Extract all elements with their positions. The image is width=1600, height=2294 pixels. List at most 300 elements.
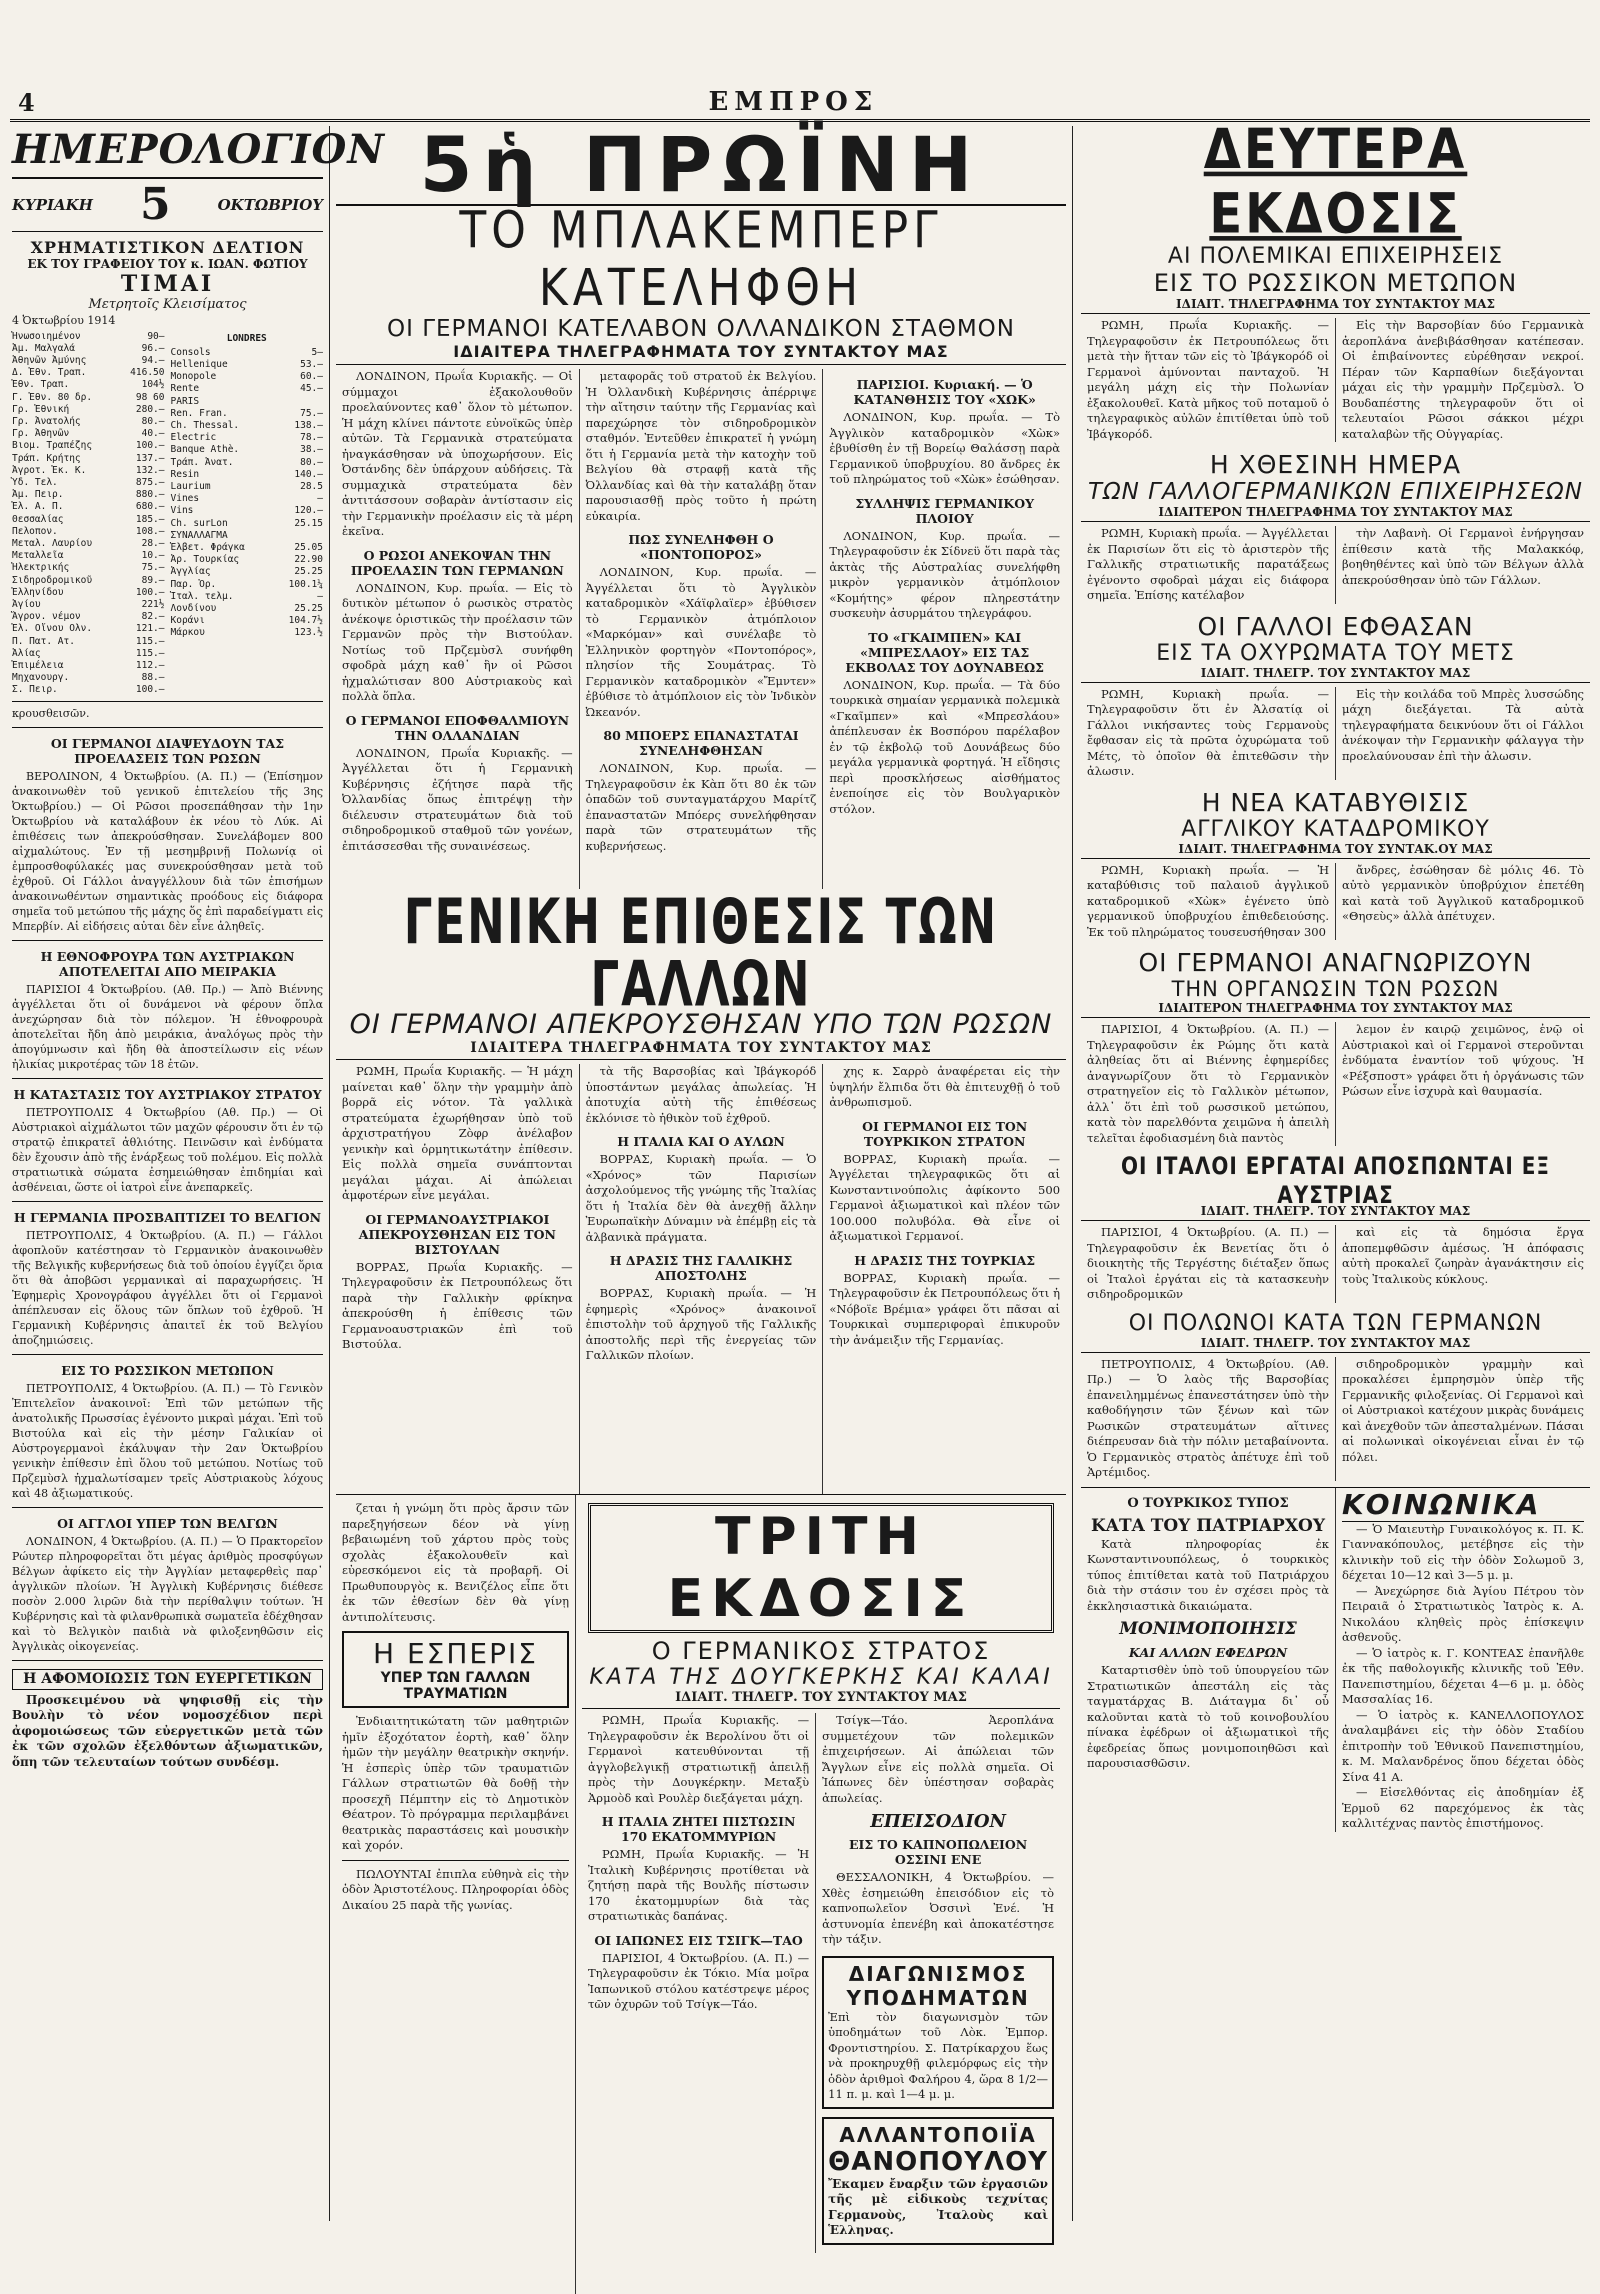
telegram-line: ΙΔΙΑΙΤΕΡΑ ΤΗΛΕΓΡΑΦΗΜΑΤΑ ΤΟΥ ΣΥΝΤΑΚΤΟΥ ΜΑΣ (336, 1040, 1066, 1060)
finance-row (12, 331, 165, 343)
article-headline: ΟΙ ΙΤΑΛΟΙ ΕΡΓΑΤΑΙ ΑΠΟΣΠΩΝΤΑΙ ΕΞ ΑΥΣΤΡΙΑΣ (1120, 1151, 1551, 1209)
finance-row (12, 648, 165, 660)
article-title: Η ΙΤΑΛΙΑ ΚΑΙ Ο ΑΥΛΩΝ (617, 1134, 785, 1149)
article-title: ΟΙ ΓΕΡΜΑΝΟΑΥΣΤΡΙΑΚΟΙ ΑΠΕΚΡΟΥΣΘΗΣΑΝ ΕΙΣ ΤΟΝ ΒΙΣΤΟΥΛΑΝ (358, 1211, 556, 1257)
article-subheadline: ΚΑΤΑ ΤΗΣ ΔΟΥΓΚΕΡΚΗΣ ΚΑΙ ΚΑΛΑΙ (589, 1665, 1053, 1690)
article-subtitle: ΕΙΣ ΤΟ ΚΑΠΝΟΠΩΛΕΙΟΝ ΟΣΣΙΝΙ ΕΝΕ (849, 1837, 1028, 1867)
third-edition-banner: ΤΡΙΤΗ ΕΚΔΟΣΙΣ (588, 1503, 1054, 1633)
finance-row (12, 672, 165, 684)
article-body: Εἰς τὴν κοιλάδα τοῦ Μπρὲς λυσσώδης μάχη διεξάγεται. Τὰ αὐτὰ τηλεγραφήματα δεικνύουν ὅτι οἱ Γάλλοι ἀνέκοψαν τὴν Γερμανικὴν φάλαγγα τὴν προελαύνουσαν ἐπὶ τὴν ἀλωσιν. (1342, 686, 1584, 763)
article-headline: ΟΙ ΠΟΛΩΝΟΙ ΚΑΤΑ ΤΩΝ ΓΕΡΜΑΝΩΝ (1128, 1310, 1543, 1336)
finance-value: 123.½ (294, 627, 323, 639)
finance-label: Monopole (170, 371, 217, 383)
main-subheadline: ΟΙ ΓΕΡΜΑΝΟΙ ΚΑΤΕΛΑΒΟΝ ΟΛΛΑΝΔΙΚΟΝ ΣΤΑΘΜΟΝ (387, 316, 1015, 342)
article-body: λεμον ἐν καιρῷ χειμῶνος, ἐνῷ οἱ Αὐστριακοὶ καὶ οἱ Γερμανοὶ στεροῦνται ἐνδύματα ἐναντίον τοῦ ψύχους. Ἡ «Ρέξσποστ» γράφει ὅτι ἡ ὀργάνωσις τῶν Ρώσων εἶνε ἰσχυρὰ καὶ θαυμασία. (1342, 1022, 1584, 1098)
finance-label: Ch. surLon (170, 517, 228, 529)
finance-label: Βιομ. Τραπέζης (12, 440, 93, 452)
lower-section (336, 1494, 1066, 2294)
finance-label: Θεσσαλίας (12, 513, 64, 525)
section-headline: ΑΙ ΠΟΛΕΜΙΚΑΙ ΕΠΙΧΕΙΡΗΣΕΙΣ (1167, 244, 1504, 269)
finance-row (12, 575, 165, 587)
finance-value: — (317, 590, 323, 602)
finance-value: 108.— (135, 525, 165, 537)
article-headline: Η ΝΕΑ ΚΑΤΑΒΥΘΙΣΙΣ (1201, 787, 1470, 817)
article-title: Ο ΡΩΣΟΙ ΑΝΕΚΟΨΑΝ ΤΗΝ ΠΡΟΕΛΑΣΙΝ ΤΩΝ ΓΕΡΜΑΝΩΝ (350, 547, 564, 578)
ad-body: Ἐπὶ τὸν διαγωνισμὸν τῶν ὑποδημάτων τοῦ Λὸκ. Ἐμπορ. Φροντιστηρίου. Σ. Πατρίκαρχου ἕως νὰ προκηρυχθῇ φιλεμόρφως εἰς τὴν ὁδὸν ἀριθμοὶ Φαλήρου 4, ὥρα 8 1/2—11 π. μ. καὶ 1—4 μ. μ. (828, 2009, 1048, 2101)
finance-row (171, 591, 324, 603)
social-note: — Ὁ ἰατρὸς κ. ΚΑΝΕΛΛΟΠΟΥΛΟΣ ἀναλαμβάνει εἰς τὴν ὁδὸν Σταδίου ἐπιτροπὴν τοῦ Ἐθνικοῦ Πανεπιστημίου, κ. Μ. Μαλανδρένος ὅπου δέχεται ὁδὸς Σίνα 41 Α. (1342, 1707, 1584, 1784)
article-body: ΛΟΝΔΙΝΟΝ, 4 Ὀκτωβρίου. (Α. Π.) — Ὁ Πρακτορεῖον Ρώυτερ πληροφορεῖται ὅτι μέγας ἀριθμὸς προσφύγων Βέλγων ἀφίκετο εἰς τὴν Ἀγγλίαν μεταφερθεὶς παρ᾽ ἀγγλικῶν πλοίων. Ἡ Ἀγγλικὴ Κυβέρνησις διέθεσε ποσὸν 2.000 λιρῶν διὰ τὴν περίθαλψιν τούτων. Ἡ Κυβέρνησις καὶ τὰ φιλανθρωπικὰ σωματεῖα ἐδέχθησαν καὶ τὸ Βελγικὸν παιδιὰ νὰ φιλοξενηθῶσιν εἰς Ἀγγλικὰς οἰκογενείας. (12, 1534, 323, 1653)
finance-row (171, 493, 324, 505)
article-body: Εἰς τὴν Βαρσοβίαν δύο Γερμανικὰ ἀεροπλάνα ἀνεβιβάσθησαν κατέπεσαν. Οἱ ἐπιβαίνοντες εὑρέθησαν νεκροί. Πέραν τῶν Καρπαθίων διεξάγονται μάχαι εἰς τὴν γραμμὴν Πρζεμὺσλ. Ὁ Βουδαπέστης τηλεγραφοῦν ὅτι οἱ τελευταίοι Ρῶσοι σάκκοι μέχρι καταλαβὼν τῆς Οὐγγαρίας. (1342, 318, 1584, 441)
finance-label: Λονδίνου (170, 603, 217, 615)
finance-label: Ἀμ. Μαλγαλά (12, 342, 75, 354)
finance-label: Γρ. Ἀνατολής (12, 416, 81, 428)
finance-label: Ὑδ. Τελ. (12, 477, 58, 489)
finance-value: 185.— (135, 513, 165, 525)
article-body: ΠΑΡΙΣΙΟΙ, 4 Ὀκτωβρίου. (Α. Π.) — Τηλεγραφοῦσιν ἐκ Βενετίας ὅτι ὁ διοικητὴς τῆς Τεργέστης διέταξεν ὅπως οἱ Ἰταλοὶ ἐργάται εἰς τὰ κατασκευὴν σιδηροδρομικῶν (1087, 1225, 1329, 1301)
finance-value: 104½ (141, 379, 165, 391)
finance-value: 100.— (135, 440, 165, 452)
article-body: τὴν Λαβανὴ. Οἱ Γερμανοὶ ἐνήργησαν ἐπίθεσιν κατὰ τῆς Μαλακκόφ, βοηθηθέντες καὶ ὑπὸ τῶν Βέλγων ἀλλὰ ἀπεκρούσθησαν ὑπὸ τῶν Γάλλων. (1342, 526, 1584, 587)
article-title: ΜΟΝΙΜΟΠΟΙΗΣΙΣ (1119, 1619, 1297, 1639)
finance-value: 5— (311, 346, 323, 358)
finance-row (171, 383, 324, 395)
finance-row (171, 566, 324, 578)
finance-value: 416.50 (130, 367, 165, 379)
article-body: ΡΩΜΗ, Κυριακὴ πρωΐα. — Τηλεγραφοῦσιν ὅτι ἐν Ἀλσατίᾳ οἱ Γάλλοι νικήσαντες τοὺς Γερμανοὺς ἔφθασαν εἰς τὰ πρῶτα ὀχυρώματα τοῦ Μέτς, τὸ ὁποῖον θὰ ἐπιτεθῶσιν τὴν ἀλωσιν. (1087, 686, 1329, 778)
telegram-line: ΙΔΙΑΙΤ. ΤΗΛΕΓΡ. ΤΟΥ ΣΥΝΤΑΚΤΟΥ ΜΑΣ (1081, 1204, 1590, 1221)
article-body: σιδηροδρομικὸν γραμμὴν καὶ προκαλέσει ἐμπρησμὸν ὑπὲρ τῆς Γερμανικῆς φιλοξενίας. Οἱ Γερμανοὶ καὶ οἱ Αὐστριακοὶ κατέχουν μικρὰς δυνάμεις καὶ ἀνεχθοῦν τῶν ἀπεσταλμένων. Πάσαι αἱ πολωνικαὶ οἰκογένειαι εἶναι ἐν τῷ πόλει. (1342, 1356, 1584, 1464)
finance-value: 100.1¼ (288, 578, 323, 590)
ad-title: ΔΙΑΓΩΝΙΣΜΟΣ ΥΠΟΔΗΜΑΤΩΝ (846, 1961, 1030, 2010)
finance-value: 25.15 (294, 517, 323, 529)
article-body: Τσίγκ—Τάο. Ἀεροπλάνα συμμετέχουν τῶν πολεμικῶν ἐπιχειρήσεων. Αἱ ἀπώλειαι τῶν Ἄγγλων εἶνε εἰς πολλὰ σημεῖα. Οἱ Ἰάπωνες δὲν ὑπέστησαν σοβαρὰς ἀπωλείας. (822, 1713, 1054, 1805)
finance-label: Hellenique (170, 359, 228, 370)
article-body: ΛΟΝΔΙΝΟΝ, Κυρ. πρωΐα. — Τηλεγραφοῦσιν ἐκ Σίδνεϋ ὅτι παρὰ τὰς ἀκτὰς τῆς Αὐστραλίας συνελήφθη μικρὸν γερμανικὸν ἀτμόπλοιον «Κομήτης» φέρον πληρεστάτην συσκευὴν ἀσυρμάτου τηλεγράφου. (829, 528, 1061, 620)
finance-value: 880.— (135, 489, 165, 501)
article-title: ΟΙ ΙΑΠΩΝΕΣ ΕΙΣ ΤΣΙΓΚ—ΤΑΟ (594, 1932, 803, 1948)
article-body: Ἐνδιαιτητικώτατη τῶν μαθητριῶν ἡμῖν ἐξοχότατον ἑορτὴ, καθ᾽ ὅλην ἡμῶν τὴν μεγάλην θεατρικὴν σκηνήν. Ἡ ἐσπερὶς ὑπὲρ τῶν τραυματιῶν Γάλλων στρατιωτῶν θὰ δοθῇ τὴν προσεχῆ Πέμπτην εἰς τὸ Δημοτικὸν Θέατρον. Τὸ πρόγραμμα περιλαμβάνει θεατρικὰς παραστάσεις καὶ μουσικὴν καὶ χορόν. (342, 1714, 569, 1852)
day-name: ΚΥΡΙΑΚΗ (12, 195, 93, 214)
section-subheadline: ΟΙ ΓΕΡΜΑΝΟΙ ΑΠΕΚΡΟΥΣΘΗΣΑΝ ΥΠΟ ΤΩΝ ΡΩΣΩΝ (349, 1009, 1053, 1040)
article-body: ΠΕΤΡΟΥΠΟΛΙΣ, 4 Ὀκτωβρίου. (Α. Π.) — Τὸ Γενικὸν Ἐπιτελεῖον ἀνακοινοῖ: Ἐπὶ τῶν μετώπων τῆς ἀνατολικῆς Πρωσσίας ἐγένοντο μικραὶ μάχαι. Ἐπὶ τοῦ Βιστούλα καὶ εἰς τὴν μέσην Γαλικίαν οἱ Αὐστρογερμανοὶ ἐκάλυψαν τὴν 2αν Ὀκτωβρίου γενικὴν ἐπίθεσιν ἐπὶ ὅλου τοῦ μετώπου. Νοτίως τοῦ Πρζεμὺσλ ἠχμαλωτίσαμεν τρεῖς Αὐστριακοὺς λόχους καὶ 48 ἀξιωματικούς. (12, 1381, 323, 1500)
page-number: 4 (18, 88, 35, 117)
finance-row (12, 379, 165, 391)
finance-source: ΕΚ ΤΟΥ ΓΡΑΦΕΙΟΥ ΤΟΥ κ. ΙΩΑΝ. ΦΩΤΙΟΥ (27, 256, 308, 271)
finance-value: 78.— (300, 432, 323, 444)
article-title: Η ΕΘΝΟΦΡΟΥΡΑ ΤΩΝ ΑΥΣΤΡΙΑΚΩΝ ΑΠΟΤΕΛΕΙΤΑΙ ΑΠΟ ΜΕΙΡΑΚΙΑ (40, 948, 295, 979)
finance-row (12, 660, 165, 672)
social-note: — Εἰσελθόντας εἰς ἀποδημίαν ἐξ Ἑρμοῦ 62 παρεχόμενος ἐκ τὰς καλλιτέχνας παντὸς ἐπιστήμονος. (1342, 1785, 1584, 1830)
finance-value: 60.— (300, 371, 323, 383)
finance-label: Π. Πατ. Ατ. (12, 635, 75, 647)
main-headline: ΤΟ ΜΠΛΑΚΕΜΠΕΡΓ ΚΑΤΕΛΗΦΘΗ (459, 201, 943, 318)
finance-value: 121.— (135, 623, 165, 635)
finance-label: Ἐλ. Α. Π. (12, 501, 64, 513)
finance-subtitle: Μετρητοῖς Κλεισίματος (88, 296, 247, 312)
finance-label: Resin (170, 468, 200, 480)
finance-row (171, 627, 324, 639)
finance-value: 75.— (300, 407, 323, 419)
social-column-title: ΚΟΙΝΩΝΙΚΑ (1342, 1488, 1584, 1522)
article-body: ΡΩΜΗ, Πρωΐα Κυριακῆς. — Ἡ μάχη μαίνεται καθ᾽ ὅλην τὴν γραμμὴν ἀπὸ βορρᾶ εἰς νότον. Τὰ γαλλικὰ στρατεύματα ἐχωρήθησαν ὑπὸ τοῦ ἀρχιστρατήγου Ζὸφρ ἀνέλαβον γενικὴν καὶ ὁρμητικωτάτην ἐπίθεσιν. Εἰς πολλὰ σημεῖα συνάπτονται μεγάλαι μάχαι. Αἱ ἀπώλειαι ἀμφοτέρων εἶνε μεγάλαι. (342, 1064, 573, 1202)
finance-row (171, 469, 324, 481)
article-body: ΒΟΡΡΑΣ, Πρωΐα Κυριακῆς. — Τηλεγραφοῦσιν ἐκ Πετρουπόλεως ὅτι παρὰ τὴν Γαλλικὴν φρίκηνα ἀπεκρούσθη ἡ ἐπίθεσις τῶν Γερμανοαυστριακῶν ἐπὶ τοῦ Βιστούλα. (342, 1259, 573, 1351)
article-body: χης κ. Σαρρὸ ἀναφέρεται εἰς τὴν ὑψηλήν ἔλπιδα ὅτι θὰ ἐπιτευχθῇ ὁ τοῦ ἀνθρωπισμοῦ. (829, 1064, 1061, 1109)
finance-label: Μάρκου (170, 627, 205, 639)
middle-article-columns (336, 1064, 1066, 1494)
finance-prices-heading: ΤΙΜΑΙ (120, 270, 215, 297)
finance-value: 104.7½ (288, 615, 323, 627)
article-title: Η ΚΑΤΑΣΤΑΣΙΣ ΤΟΥ ΑΥΣΤΡΙΑΚΟΥ ΣΤΡΑΤΟΥ (13, 1086, 322, 1102)
finance-row (171, 371, 324, 383)
ad-body: Ἔκαμεν ἔναρξιν τῶν ἐργασιῶν τῆς μὲ εἰδικοὺς τεχνίτας Γερμανοὺς, Ἰταλοὺς καὶ Ἑλληνας. (828, 2176, 1048, 2237)
finance-row (12, 477, 165, 489)
finance-label: Ἐπιμέλεια (12, 660, 64, 672)
finance-value: 53.— (300, 359, 323, 370)
finance-label: Μεταλλεῖα (12, 550, 64, 562)
article-title: Ο ΤΟΥΡΚΙΚΟΣ ΤΥΠΟΣ (1127, 1495, 1289, 1511)
article-title: ΟΙ ΑΓΓΛΟΙ ΥΠΕΡ ΤΩΝ ΒΕΛΓΩΝ (57, 1515, 278, 1531)
finance-label: Δ. Ἐθν. Τραπ. (12, 367, 87, 379)
article-body: ζεται ἡ γνώμη ὅτι πρὸς ἄρσιν τῶν παρεξηγήσεων δέον νὰ γίνῃ βεβαιωμένη τοῦ χάρτου πρὸς τοὺς σχολὰς ἐξακολουθεῖν καὶ εὐρεσκόμενοι εἰς τὰ προβαρῆ. Οἱ Πρωθυπουργὸς κ. Βενιζέλος εἶπε ὅτι ἐκ τῶν ἐθεσίων δὲν θὰ γίνῃ ἀντιπολίτευσις. (342, 1501, 569, 1624)
advertisement (822, 2117, 1054, 2245)
finance-value: 10.— (141, 550, 165, 562)
article-subtitle: ΚΑΙ ΑΛΛΩΝ ΕΦΕΔΡΩΝ (1128, 1645, 1288, 1660)
finance-right-list (171, 331, 324, 697)
article-body: ΠΕΤΡΟΥΠΟΛΙΣ 4 Ὀκτωβρίου (Αθ. Πρ.) — Οἱ Αὐστριακοὶ αἰχμάλωτοι τῶν μαχῶν φέρουσιν ὅτι ἐν τῷ στρατῷ ἐπικρατεῖ ἀθλιότης. Πεινῶσιν καὶ ἐνδύματα δὲν ἔχουσιν ἀπὸ τῆς ἐνάρξεως τοῦ πολέμου. Εἰς πολλὰ στρατιωτικὰ σώματα ἐσημειώθησαν ἐπιδημίαι καὶ ἀσθένειαι, ὥστε οἱ ἰατροὶ εἶνε ἀνεπαρκεῖς. (12, 1105, 323, 1194)
finance-value: 22.90 (294, 554, 323, 566)
finance-value: 75.— (141, 562, 165, 574)
month-name: ΟΚΤΩΒΡΙΟΥ (217, 195, 323, 214)
finance-label: Ἀμ. Πειρ. (12, 489, 64, 501)
finance-row (12, 440, 165, 452)
calendar-title: ΗΜΕΡΟΛΟΓΙΟΝ (12, 126, 323, 179)
article-body: ΡΩΜΗ, Πρωΐα Κυριακῆς. — Τηλεγραφοῦσιν ἐκ Βερολίνου ὅτι οἱ Γερμανοὶ κατευθύνονται τῇ ἀγγλοβελγικῇ στρατιωτικῇ ἀπειλῇ πρὸς τὴν Δουγκέρκην. Μεταξὺ Ἀρμοὸδ καὶ Ρουλὲρ διεξάγεται μάχη. (588, 1713, 810, 1805)
finance-label: Ἀρ. Τουρκίας (170, 554, 240, 566)
finance-label: Τράπ. Ἀνατ. (170, 456, 234, 468)
article-body: ΡΩΜΗ, Πρωΐα Κυριακῆς. — Ἡ Ἰταλικὴ Κυβέρνησις προτίθεται νὰ ζητήσῃ παρὰ τῆς Βουλῆς πίστωσιν 170 ἑκατομμυρίων διὰ τὰς στρατιωτικὰς δαπάνας. (588, 1847, 810, 1923)
ad-name: ΘΑΝΟΠΟΥΛΟΥ (828, 2146, 1048, 2177)
article-body: ΒΟΡΡΑΣ, Κυριακὴ πρωΐα. — Τηλεγραφοῦσιν ἐκ Πετρουπόλεως ὅτι ἡ «Νόβοϊε Βρέμια» γράφει ὅτι πᾶσαι αἱ Τουρκικαὶ συμπεριφοραὶ ἐπικυροῦν τὴν ἀνάμειξιν τῆς Γερμανίας. (829, 1270, 1061, 1347)
finance-row (171, 481, 324, 493)
finance-row (171, 432, 324, 444)
article-subheadline: ΤΗΝ ΟΡΓΑΝΩΣΙΝ ΤΩΝ ΡΩΣΩΝ (1171, 977, 1500, 1001)
article-title: ΠΩΣ ΣΥΝΕΛΗΦΘΗ Ο «ΠΟΝΤΟΠΟΡΟΣ» (628, 532, 774, 562)
finance-label: Ἰταλ. τελμ. (170, 590, 234, 602)
article-body: ΘΕΣΣΑΛΟΝΙΚΗ, 4 Ὀκτωβρίου. — Χθὲς ἐσημειώθη ἐπεισόδιον εἰς τὸ καπνοπωλεῖον Ὀσσινὶ Ἐνέ. Ἡ ἀστυνομία ἐπενέβη καὶ ἀποκατέστησε τὴν τάξιν. (822, 1870, 1054, 1946)
finance-row (12, 453, 165, 465)
finance-row (12, 392, 165, 404)
finance-row (12, 636, 165, 648)
social-note: — Ὁ Μαιευτὴρ Γυναικολόγος κ. Π. Κ. Γιαννακόπουλος, μετέβησε εἰς τὴν κλινικὴν τοῦ εἰς τὴν ὁδὸν Σολωμοῦ 3, δέχεται 10—12 καὶ 3—5 μ. μ. (1342, 1521, 1584, 1582)
article-body: ἄνδρες, ἐσώθησαν δὲ μόλις 46. Τὸ αὐτὸ γερμανικὸν ὑποβρύχιον ἐπετέθη καὶ κατὰ τοῦ Ἀγγλικοῦ καταδρομικοῦ «Θησεὺς» ἀλλὰ ἀπέτυχεν. (1342, 862, 1584, 923)
finance-label: Electric (170, 432, 217, 444)
classified-notice: ΠΩΛΟΥΝΤΑΙ ἐπιπλα εὐθηνὰ εἰς τὴν ὁδὸν Ἀριστοτέλους. Πληροφορίαι ὁδὸς Δικαίου 25 παρὰ τῆς γωνίας. (342, 1866, 569, 1912)
finance-title: ΧΡΗΜΑΤΙΣΤΙΚΟΝ ΔΕΛΤΙΟΝ (30, 237, 305, 257)
finance-row (12, 550, 165, 562)
finance-value: 96.— (141, 342, 165, 354)
finance-label: Τράπ. Κρήτης (12, 452, 81, 464)
section-headline: ΓΕΝΙΚΗ ΕΠΙΘΕΣΙΣ ΤΩΝ ΓΑΛΛΩΝ (403, 885, 999, 1021)
article-body: ΒΟΡΡΑΣ, Κυριακὴ πρωΐα. — Ἀγγέλεται τηλεγραφικῶς ὅτι αἱ Κωνσταντινούπολις ἀφίκοντο 500 Γερμανοὶ ἀξιωματικοὶ καὶ πλέον τῶν 100.000 πολυβόλα. Θὰ εἶνε οἱ ἀξιωματικοὶ Γερμανοί. (829, 1151, 1061, 1243)
article-title: ΕΙΣ ΤΟ ΡΩΣΣΙΚΟΝ ΜΕΤΩΠΟΝ (61, 1362, 274, 1378)
article-body: ΛΟΝΔΙΝΟΝ, Κυρ. πρωΐα. — Τηλεγραφοῦσιν ἐκ Κὰπ ὅτι 80 ἐκ τῶν ὁπαδῶν τοῦ συνταγματάρχου Μαρίτζ ἐπαναστατῶν Μπόερς συνελήφθησαν παρὰ τῶν στρατευμάτων τῆς κυβερνήσεως. (585, 761, 817, 853)
finance-value: 98 60 (135, 391, 165, 403)
article-title: ΟΙ ΓΕΡΜΑΝΟΙ ΔΙΑΨΕΥΔΟΥΝ ΤΑΣ ΠΡΟΕΛΑΣΕΙΣ ΤΩΝ ΡΩΣΩΝ (50, 735, 285, 766)
article-title: ΣΥΛΛΗΨΙΣ ΓΕΡΜΑΝΙΚΟΥ ΠΛΟΙΟΥ (855, 495, 1035, 526)
finance-left-list (12, 331, 165, 697)
finance-row (12, 562, 165, 574)
article-body: ΛΟΝΔΙΝΟΝ, Πρωΐα Κυριακῆς. — Οἱ σύμμαχοι ἐξακολουθοῦν προελαύνοντες καθ᾽ ὅλον τὸ μέτωπον. Ἡ μάχη κλίνει πάντοτε εὐνοϊκῶς ὑπὲρ αὐτῶν. Τὰ Γερμανικὰ στρατεύματα ἠναγκάσθησαν νὰ ὑποχωρήσουν. Εἰς Ὀστάνδης δὲν ὑπάρχουν αὐδήσεις. Τὰ συμμαχικὰ στρατεύματα δὲν ἀντιτάσσουν σοβαρὰν ἀντίστασιν εἰς τὴν Γερμανικὴν προέλασιν εἰς τὰ μέρη ἐκεῖνα. (342, 369, 573, 538)
finance-row (171, 359, 324, 371)
article-body: ΒΕΡΟΛΙΝΟΝ, 4 Ὀκτωβρίου. (Α. Π.) — (Ἐπίσημον ἀνακοινωθὲν τοῦ γενικοῦ ἐπιτελείου τῆς 3ης Ὀκτωβρίου.) — Οἱ Ρῶσοι προσεπάθησαν τὴν 1ην Ὀκτωβρίου νὰ καταλάβουν ἐκ νέου τὸ Λύκ. Αἱ ἐπιθέσεις των ἀπεκρούσθησαν. Συνελάβομεν 800 αἰχμαλώτους. Ἐν τῇ μεσημβρινῇ Πολωνίᾳ οἱ ἐμπροσθοφύλακές μας συνεκρούσθησαν μετὰ τοῦ ἐχθροῦ. Οἱ Γάλλοι ἀναγγέλλουν διὰ τῶν ἐπισήμων ἀνακοινωθέντων σημαντικὰς προόδους εἰς διάφορα σημεῖα τοῦ μετώπου τῆς μάχης ὅς ἐπὶ παραδείγματι εἰς Μπερβίν. Αἱ εἰδήσεις αὐται δὲν εἶνε ἀληθεῖς. (12, 769, 323, 933)
article-subheadline: ΤΩΝ ΓΑΛΛΟΓΕΡΜΑΝΙΚΩΝ ΕΠΙΧΕΙΡΗΣΕΩΝ (1088, 479, 1583, 505)
article-headline: Ο ΓΕΡΜΑΝΙΚΟΣ ΣΤΡΑΤΟΣ (651, 1637, 991, 1665)
edition-banner: 5ἡ ΠΡΩΪΝΗ (336, 126, 1066, 206)
finance-row (12, 587, 165, 599)
finance-value: 680.— (135, 501, 165, 513)
article-body: Καταρτισθὲν ὑπὸ τοῦ ὑπουργείου τῶν Στρατιωτικῶν ἀπεστάλη εἰς τὰς ταγματάρχας Β. Διάταγμα δι᾽ οὗ καλοῦνται κατὰ τὸ τοῦ κοινοβουλίου πίνακα ἐφέδρων οἱ ἀξιωματικοὶ τῆς ἐφεδρείας ὅπως μονιμοποιηθῶσι καὶ παρουσιασθῶσιν. (1087, 1663, 1329, 1770)
esperis-title: Η ΕΣΠΕΡΙΣ (373, 1637, 538, 1670)
finance-value: 94.— (141, 355, 165, 366)
finance-label: Ἑλληνίδου (12, 586, 64, 598)
ad-title: ΑΛΛΑΝΤΟΠΟΙΪΑ (839, 2122, 1037, 2147)
left-column (12, 126, 385, 2221)
finance-value: 115.— (135, 635, 165, 647)
finance-row (171, 408, 324, 420)
finance-row (12, 367, 165, 379)
finance-row (171, 542, 324, 554)
finance-row (12, 684, 165, 696)
article-title: Η ΓΕΡΜΑΝΙΑ ΠΡΟΣΒΑΠΤΙΖΕΙ ΤΟ ΒΕΛΓΙΟΝ (13, 1209, 322, 1225)
article-title: Η ΙΤΑΛΙΑ ΖΗΤΕΙ ΠΙΣΤΩΣΙΝ 170 ΕΚΑΤΟΜΜΥΡΙΩΝ (601, 1814, 796, 1844)
telegram-line: ΙΔΙΑΙΤ. ΤΗΛΕΓΡ. ΤΟΥ ΣΥΝΤΑΚΤΟΥ ΜΑΣ (582, 1690, 1060, 1709)
telegram-line: ΙΔΙΑΙΤΕΡΑ ΤΗΛΕΓΡΑΦΗΜΑΤΑ ΤΟΥ ΣΥΝΤΑΚΤΟΥ ΜΑΣ (336, 342, 1066, 365)
article-subtitle: ΚΑΤΑ ΤΟΥ ΠΑΤΡΙΑΡΧΟΥ (1091, 1515, 1325, 1536)
finance-label: Πελοπον. (12, 525, 58, 537)
telegram-line: ΙΔΙΑΙΤΕΡΟΝ ΤΗΛΕΓΡΑΦΗΜΑ ΤΟΥ ΣΥΝΤΑΚΤΟΥ ΜΑΣ (1081, 1001, 1590, 1018)
finance-row (12, 526, 165, 538)
finance-row (12, 514, 165, 526)
article-body: ΡΩΜΗ, Κυριακὴ πρωΐα. — Ἀγγέλλεται ἐκ Παρισίων ὅτι εἰς τὸ ἀριστερὸν τῆς Γαλλικῆς στρατιωτικῆς παρατάξεως ἐγένοντο σφοδραὶ μάχαι εἰς διάφορα σημεῖα. Ἐπίσης κατέλαβον (1087, 526, 1329, 602)
finance-row (171, 554, 324, 566)
telegram-line: ΙΔΙΑΙΤ. ΤΗΛΕΓΡ. ΤΟΥ ΣΥΝΤΑΚΤΟΥ ΜΑΣ (1081, 1336, 1590, 1353)
advertisement (822, 1956, 1054, 2109)
finance-value: 280.— (135, 403, 165, 415)
finance-row (12, 538, 165, 550)
second-edition-banner: ΔΕΥΤΕΡΑ ΕΚΔΟΣΙΣ (1203, 117, 1468, 247)
right-column (1072, 117, 1590, 2221)
finance-label: Ἐλβετ. Φράγκα (170, 542, 245, 554)
finance-value: 82.— (141, 611, 165, 623)
finance-row (171, 444, 324, 456)
article-title: ΟΙ ΓΕΡΜΑΝΟΙ ΕΙΣ ΤΟΝ ΤΟΥΡΚΙΚΟΝ ΣΤΡΑΤΟΝ (862, 1118, 1028, 1149)
finance-value: 40.— (141, 428, 165, 440)
finance-value: 221½ (141, 599, 165, 611)
article-body: ΡΩΜΗ, Πρωΐα Κυριακῆς. — Τηλεγραφοῦσιν ἐκ Πετρουπόλεως ὅτι μετὰ τὴν ἥτταν τῶν εἰς τὸ Ἰβάγκορόδ οἱ Γερμανοὶ ἀμύνονται πανταχοῦ. Ἡ μεγάλη μάχη εἰς τὴν Πολωνίαν ἐξακολουθεῖ. Κατὰ μῆκος τοῦ ποταμοῦ ὁ τηλεγραφικὸς αὐλῶν ἐπιτίθεται ὑπὸ τοῦ Ἰβάγκορόδ. (1087, 318, 1329, 441)
article-body: ΠΕΤΡΟΥΠΟΛΙΣ, 4 Ὀκτωβρίου. (Α. Π.) — Γάλλοι ἀφοπλοῦν κατέστησαν τὸ Γερμανικὸν ἀνακοινωθὲν τῆς Βελγικῆς κυβερνήσεως διὰ τοῦ ὁποίου ἐγγίζει ὅρια ὅτι θὰ ἀποβῶσι γερμανικαὶ αἱ παραχωρήσεις. Ἡ Ἐφημερὶς Χρονογράφου ἀγγέλλει ὅτι οἱ Γερμανοὶ ἀπέπλευσαν εἰς ὅλους τῶν ὅπλων τοῦ ἐχθροῦ. Ἡ Γερμανικὴ Κυβέρνησις ἀπαιτεῖ ἐκ τοῦ Βελγίου ἀποζημιώσεις. (12, 1228, 323, 1347)
telegram-line: ΙΔΙΑΙΤ. ΤΗΛΕΓΡ. ΤΟΥ ΣΥΝΤΑΚΤΟΥ ΜΑΣ (1081, 666, 1590, 683)
finance-label: Rente (170, 383, 200, 395)
article-body: ΡΩΜΗ, Κυριακὴ πρωΐα. — Ἡ καταβύθισις τοῦ παλαιοῦ ἀγγλικοῦ καταδρομικοῦ «Χὼκ» ἐγένετο ὑπὸ γερμανικοῦ ὑποβρυχίου ἐπιθεδειούσης. Ἐκ τοῦ πληρώματος τουσευσήθησαν 300 (1087, 862, 1329, 939)
finance-value: 875.— (135, 477, 165, 489)
top-article-columns (336, 369, 1066, 889)
article-title: 80 ΜΠΟΕΡΣ ΕΠΑΝΑΣΤΑΤΑΙ ΣΥΝΕΛΗΦΘΗΣΑΝ (603, 728, 799, 758)
finance-row (171, 530, 324, 542)
article-body: ΛΟΝΔΙΝΟΝ, Κυρ. πρωΐα. — Εἰς τὸ δυτικὸν μέτωπον ὁ ρωσικὸς στρατὸς ἀνέκοψε ὁριστικῶς τὴν προέλασιν τῶν Γερμανῶν πρὸς τὴν Βιστούλαν. Νοτίως τοῦ Πρζεμὺσλ συνήφθη σφοδρὰ μάχη καθ᾽ ἣν οἱ Ρῶσοι ἠχμαλώτισαν 800 Αὐστριακοὺς καὶ πολλὰ ὅπλα. (342, 580, 573, 703)
article-title: ΠΑΡΙΣΙΟΙ. Κυριακή. — Ὁ ΚΑΤΑΝΘΗΣΙΣ ΤΟΥ «ΧΩΚ» (853, 377, 1036, 407)
finance-value: 80.— (141, 416, 165, 428)
finance-value: 90— (147, 330, 165, 342)
finance-value: 28.5 (300, 481, 323, 493)
london-heading: LONDRES (226, 332, 267, 344)
telegram-line: ΙΔΙΑΙΤ. ΤΗΛΕΓΡΑΦΗΜΑ ΤΟΥ ΣΥΝΤΑΚΤΟΥ ΜΑΣ (1081, 297, 1590, 314)
date-number: 5 (139, 179, 171, 230)
article-body: ΛΟΝΔΙΝΟΝ, Πρωΐα Κυριακῆς. — Ἀγγέλλεται ὅτι ἡ Γερμανικὴ Κυβέρνησις ἐζήτησε παρὰ τῆς Ὀλλανδίας ὅπως ἐπιτρέψῃ τὴν διέλευσιν στρατευμάτων διὰ τοῦ σιδηροδρομικοῦ σταθμοῦ τῶν γονέων, ἐπιτάσσεσθαι τῆς συναινέσεως. (342, 745, 573, 853)
finance-label: Ἀγίου (12, 599, 41, 611)
finance-label: Γ. Ἐθν. 80 δρ. (12, 391, 93, 403)
section-subheadline: ΕΙΣ ΤΟ ΡΩΣΣΙΚΟΝ ΜΕΤΩΠΟΝ (1153, 269, 1518, 297)
finance-value: 25.05 (294, 542, 323, 554)
finance-label: Ἀλίας (12, 647, 41, 659)
finance-value: 138.— (294, 420, 323, 432)
article-headline: Η ΧΘΕΣΙΝΗ ΗΜΕΡΑ (1209, 450, 1462, 479)
article-title: ΤΟ «ΓΚΑΙΜΠΕΝ» ΚΑΙ «ΜΠΡΕΣΛΑΟΥ» ΕΙΣ ΤΑΣ ΕΚΒΟΛΑΣ ΤΟΥ ΔΟΥΝΑΒΕΩΣ (845, 629, 1044, 675)
article-body: ΠΕΤΡΟΥΠΟΛΙΣ, 4 Ὀκτωβρίου. (Αθ. Πρ.) — Ὁ λαὸς τῆς Βαρσοβίας ἐπανειλημμένως ἐπανεστάτησεν ὑπὸ τὴν καθοδήγησιν τῶν ξένων καὶ τῶν Ρωσικῶν στρατευμάτων αἵτινες διέπρευσαν διὰ τὴν πόλιν μεταβαίνοντα. Ὁ Γερμανικὸς στρατὸς ἀπέτυχε ἐπὶ τοῦ Ἀρτέμιδος. (1087, 1356, 1329, 1479)
finance-value: 89.— (141, 574, 165, 586)
finance-label: Vins (170, 505, 194, 517)
finance-row (12, 416, 165, 428)
dateline (12, 179, 323, 232)
finance-label: Παρ. Ὁρ. (170, 578, 217, 590)
finance-value: 115.— (135, 647, 165, 659)
finance-label: Σιδηροδρομικοῦ (12, 574, 93, 586)
finance-row (171, 603, 324, 615)
finance-value: 100.— (135, 586, 165, 598)
finance-value: 38.— (300, 444, 323, 456)
article-title: Η ΔΡΑΣΙΣ ΤΗΣ ΓΑΛΛΙΚΗΣ ΑΠΟΣΤΟΛΗΣ (609, 1253, 793, 1283)
article-body: ΠΑΡΙΣΙΟΙ, 4 Ὀκτωβρίου. (Α. Π.) — Τηλεγραφοῦσιν ἐκ Τόκιο. Μία μοῖρα Ἰαπωνικοῦ στόλου κατέστρεψε μέρος τῶν ὀχυρῶν τοῦ Τσίγκ—Τάο. (588, 1950, 810, 2011)
finance-value: 25.25 (294, 603, 323, 615)
finance-value: 25.25 (294, 566, 323, 578)
finance-row (171, 579, 324, 591)
article-body: ΛΟΝΔΙΝΟΝ, Κυρ. πρωΐα. — Τὸ Ἀγγλικὸν καταδρομικὸν «Χὼκ» ἐβυθίσθη ἐν τῇ Βορείῳ Θαλάσσῃ παρὰ Γερμανικοῦ ὑποβρυχίου. 80 ἄνδρες ἐκ τοῦ πληρώματος τοῦ «Χὼκ» ἐσώθησαν. (829, 410, 1061, 486)
finance-row (12, 404, 165, 416)
finance-label: Σ. Πειρ. (12, 684, 58, 696)
article-subheadline: ΕΙΣ ΤΑ ΟΧΥΡΩΜΑΤΑ ΤΟΥ ΜΕΤΣ (1156, 640, 1515, 666)
finance-row (171, 518, 324, 530)
finance-value: 100.— (135, 684, 165, 696)
article-title: Ο ΓΕΡΜΑΝΟΙ ΕΠΟΦΘΑΛΜΙΟΥΝ ΤΗΝ ΟΛΛΑΝΔΙΑΝ (345, 712, 570, 743)
finance-row (12, 343, 165, 355)
finance-table (12, 331, 323, 702)
finance-value: 45.— (300, 383, 323, 395)
center-columns (336, 120, 1066, 2237)
article-body: Κατὰ πληροφορίας ἐκ Κωνσταντινουπόλεως, ὁ τουρκικὸς τύπος ἐπιτίθεται κατὰ τοῦ Πατριάρχου διὰ τὴν στάσιν του ἐν σχέσει πρὸς τὰ ἐκκλησιαστικὰ δικαιώματα. (1087, 1536, 1329, 1613)
finance-value: 112.— (135, 660, 165, 672)
finance-row (171, 505, 324, 517)
finance-value: 28.— (141, 538, 165, 550)
finance-value: 120.— (294, 505, 323, 517)
esperis-subtitle: ΥΠΕΡ ΤΩΝ ΓΑΛΛΩΝ ΤΡΑΥΜΑΤΙΩΝ (380, 1670, 531, 1702)
finance-value: 80.— (300, 456, 323, 468)
finance-row (12, 428, 165, 440)
finance-label: Ἀγροτ. Ἐκ. Κ. (12, 464, 87, 476)
finance-row (12, 355, 165, 367)
newspaper-name: ΕΜΠΡΟΣ (708, 87, 879, 117)
finance-value: 140.— (294, 468, 323, 480)
finance-label: Μηχανουργ. (12, 672, 70, 684)
finance-row (12, 489, 165, 501)
finance-row (12, 611, 165, 623)
finance-label: Vines (170, 493, 200, 505)
finance-value: 132.— (135, 464, 165, 476)
finance-label: PARIS (170, 395, 200, 407)
article-body: μεταφορᾶς τοῦ στρατοῦ ἐκ Βελγίου. Ἡ Ὀλλανδικὴ Κυβέρνησις ἀπέρριψε τὴν αἴτησιν ταύτην τῆς Γερμανίας καὶ παρεχώρησε τὸν σιδηροδρομικὸν σταθμόν. Ἐντεῦθεν ἐπικρατεῖ ἡ γνώμη ὅτι ἡ Γερμανία μετὰ τὴν κατοχὴν τοῦ Βελγίου θὰ στραφῇ κατὰ τῆς Ὀλλανδίας καὶ θὰ τὴν καταλάβῃ ὅταν παρουσιασθῇ πρὸς τοῦτο ἡ πρώτη εὐκαιρία. (585, 369, 817, 523)
article-body: ΒΟΡΡΑΣ, Κυριακὴ πρωΐα. — Ἡ ἐφημερὶς «Χρόνος» ἀνακοινοῖ ἐπιστολὴν τοῦ ἀρχηγοῦ τῆς Γαλλικῆς ἀποστολῆς περὶ τῆς ἐνεργείας τῶν Γαλλικῶν πλοίων. (585, 1286, 817, 1362)
finance-value: 88.— (141, 672, 165, 684)
finance-row (12, 465, 165, 477)
social-note: — Ἀνεχώρησε διὰ Ἀγίου Πέτρου τὸν Πειραιᾶ ὁ Στρατιωτικὸς Ἰατρὸς κ. Α. Νικολάου κληθεὶς πρὸς ἐπίσκεψιν ἀσθενοῦς. (1342, 1583, 1584, 1644)
article-subheadline: ΑΓΓΛΙΚΟΥ ΚΑΤΑΔΡΟΜΙΚΟΥ (1181, 816, 1490, 842)
finance-value: 137.— (135, 452, 165, 464)
article-body: Προσκειμένου νὰ ψηφισθῇ εἰς τὴν Βουλὴν τὸ νέον νομοσχέδιον περὶ ἀφομοιώσεως τῶν εὐεργετικῶν μετὰ τῶν ἐκ τῶν σχολῶν ἐξελθόντων ἀξιωματικῶν, ὅπη τῶν τελευταίων τούτων συνδέσμ. (12, 1692, 323, 1769)
finance-row (12, 501, 165, 513)
article-body: ΛΟΝΔΙΝΟΝ, Κυρ. πρωΐα. — Ἀγγέλλεται ὅτι τὸ Ἀγγλικὸν καταδρομικὸν «Χάϊφλαϊερ» ἐβύθισεν τὸ Γερμανικὸν ἀτμόπλοιον «Μαρκόμαν» καὶ συνέλαβε τὸ Ἑλληνικὸν φορτηγὸν «Ποντοπόρος», πλησίον τῆς Σουμάτρας. Τὸ Γερμανικὸν καταδρομικὸν «Ἔμντεν» ἐβύθισε τὸ ἀτμόπλοιον εἰς τὸν Ἰνδικὸν Ὠκεανόν. (585, 565, 817, 719)
finance-row (171, 420, 324, 432)
finance-label: Ἠλεκτρικής (12, 562, 70, 574)
article-headline: ΟΙ ΓΑΛΛΟΙ ΕΦΘΑΣΑΝ (1197, 611, 1474, 641)
finance-label: Consols (170, 346, 211, 358)
finance-label: Laurium (170, 481, 211, 493)
finance-label: Ἐλ. Οἴνου Ολν. (12, 623, 93, 635)
telegram-line: ΙΔΙΑΙΤΕΡΟΝ ΤΗΛΕΓΡΑΦΗΜΑ ΤΟΥ ΣΥΝΤΑΚΤΟΥ ΜΑΣ (1081, 505, 1590, 522)
finance-label: Γρ. Ἐθνική (12, 403, 70, 415)
article-body: ΠΑΡΙΣΙΟΙ, 4 Ὀκτωβρίου. (Α. Π.) — Τηλεγραφοῦσιν ἐκ Ρώμης ὅτι κατὰ ἀληθείας ὅτι αἱ Βιέννης ἐφημερίδες ἀναγνωρίζουν ὅτι τὸ Γερμανικὸν στρατηγεῖον εἰς τὸ Γαλλικὸν μέτωπον, ἀλλ᾽ ὅτι ἐπὶ τοῦ ρωσσικοῦ μετώπου, κατὰ τὸν παρελθόντα χειμῶνα ἡ ἀπειλὴ τελεῖται ἐφοδιασμένη διὰ παντὸς (1087, 1022, 1329, 1145)
telegram-line: ΙΔΙΑΙΤ. ΤΗΛΕΓΡΑΦΗΜΑ ΤΟΥ ΣΥΝΤΑΚ.ΟΥ ΜΑΣ (1081, 842, 1590, 859)
finance-label: Μεταλ. Λαυρίου (12, 538, 93, 550)
finance-row (171, 347, 324, 359)
finance-label: Ἀγγλίας (170, 566, 211, 578)
esperis-heading (342, 1631, 569, 1708)
finance-date: 4 Ὀκτωβρίου 1914 (12, 313, 116, 327)
article-title: Η ΔΡΑΣΙΣ ΤΗΣ ΤΟΥΡΚΙΑΣ (854, 1252, 1036, 1268)
finance-label: Ἐθν. Τραπ. (12, 379, 70, 391)
finance-label: Ἡνωσοιημένον (12, 330, 81, 342)
finance-value: — (317, 493, 323, 505)
article-body: ΒΟΡΡΑΣ, Κυριακὴ πρωΐα. — Ὁ «Χρόνος» τῶν Παρισίων ἀσχολούμενος τῆς γνώμης τῆς Ἰταλίας ὅτι ἡ Ἰταλία δὲν θὰ ἀνεχθῇ ἄλλην Ἐυρωπαϊκὴν Δύναμιν νὰ ἐπέμβῃ εἰς τὰ ἀλβανικὰ πράγματα. (585, 1152, 817, 1244)
finance-row (12, 599, 165, 611)
finance-row (171, 396, 324, 408)
social-note: — Ὁ ἰατρὸς κ. Γ. ΚΟΝΤΕΑΣ ἐπανῆλθε ἐκ τῆς παθολογικῆς κλινικῆς τοῦ Ἐθν. Πανεπιστημίου, δέχεται 4—6 μ. μ. ὁδὸς Μασσαλίας 16. (1342, 1645, 1584, 1706)
finance-label: Κοράνι (170, 615, 205, 627)
finance-label: Ch. Thessal. (170, 420, 240, 432)
article-body: ΛΟΝΔΙΝΟΝ, Κυρ. πρωΐα. — Τὰ δύο τουρκικὰ σημαίαν γερμανικὰ πολεμικὰ «Γκαῖμπεν» καὶ «Μπρεσλάου» ἀπέπλευσαν ἐκ Βοσπόρου παρέλαβον ἐν τῷ ἐκβολῷ τοῦ Δουνάβεως δύο μεγάλα γερμανικὰ φορτηγά. Ἡ εἴδησις περὶ προσκλήσεως αἰσθήματος ἐνεποίησε εἰς τὸν Βουλγαρικὸν στόλον. (829, 677, 1061, 816)
article-body: καὶ εἰς τὰ δημόσια ἔργα ἀποπεμφθῶσιν ἀμέσως. Ἡ ἀπόφασις αὐτὴ προκαλεῖ ζωηρὰν ἀγανάκτησιν εἰς τοὺς Ἰταλικοὺς κύκλους. (1342, 1225, 1584, 1286)
finance-row (171, 615, 324, 627)
finance-label: ΣΥΝΑΛΛΑΓΜΑ (170, 529, 228, 541)
finance-row (171, 457, 324, 469)
article-body: τὰ τῆς Βαρσοβίας καὶ Ἰβάγκορόδ ὑποστάντων μεγάλας ἀπωλείας. Ἡ ἀποτυχία αὐτὴ τῆς ἐπιθέσεως ἐκλόνισε τὸ ἠθικὸν τοῦ ἐχθροῦ. (585, 1064, 817, 1125)
finance-label: Ren. Fran. (170, 407, 228, 419)
article-title: ΕΠΕΙΣΟΔΙΟΝ (870, 1811, 1006, 1832)
finance-label: Γρ. Ἀθηνῶν (12, 428, 70, 440)
finance-label: Banque Athè. (170, 444, 240, 456)
finance-row (12, 623, 165, 635)
article-headline: ΟΙ ΓΕΡΜΑΝΟΙ ΑΝΑΓΝΩΡΙΖΟΥΝ (1138, 948, 1533, 977)
